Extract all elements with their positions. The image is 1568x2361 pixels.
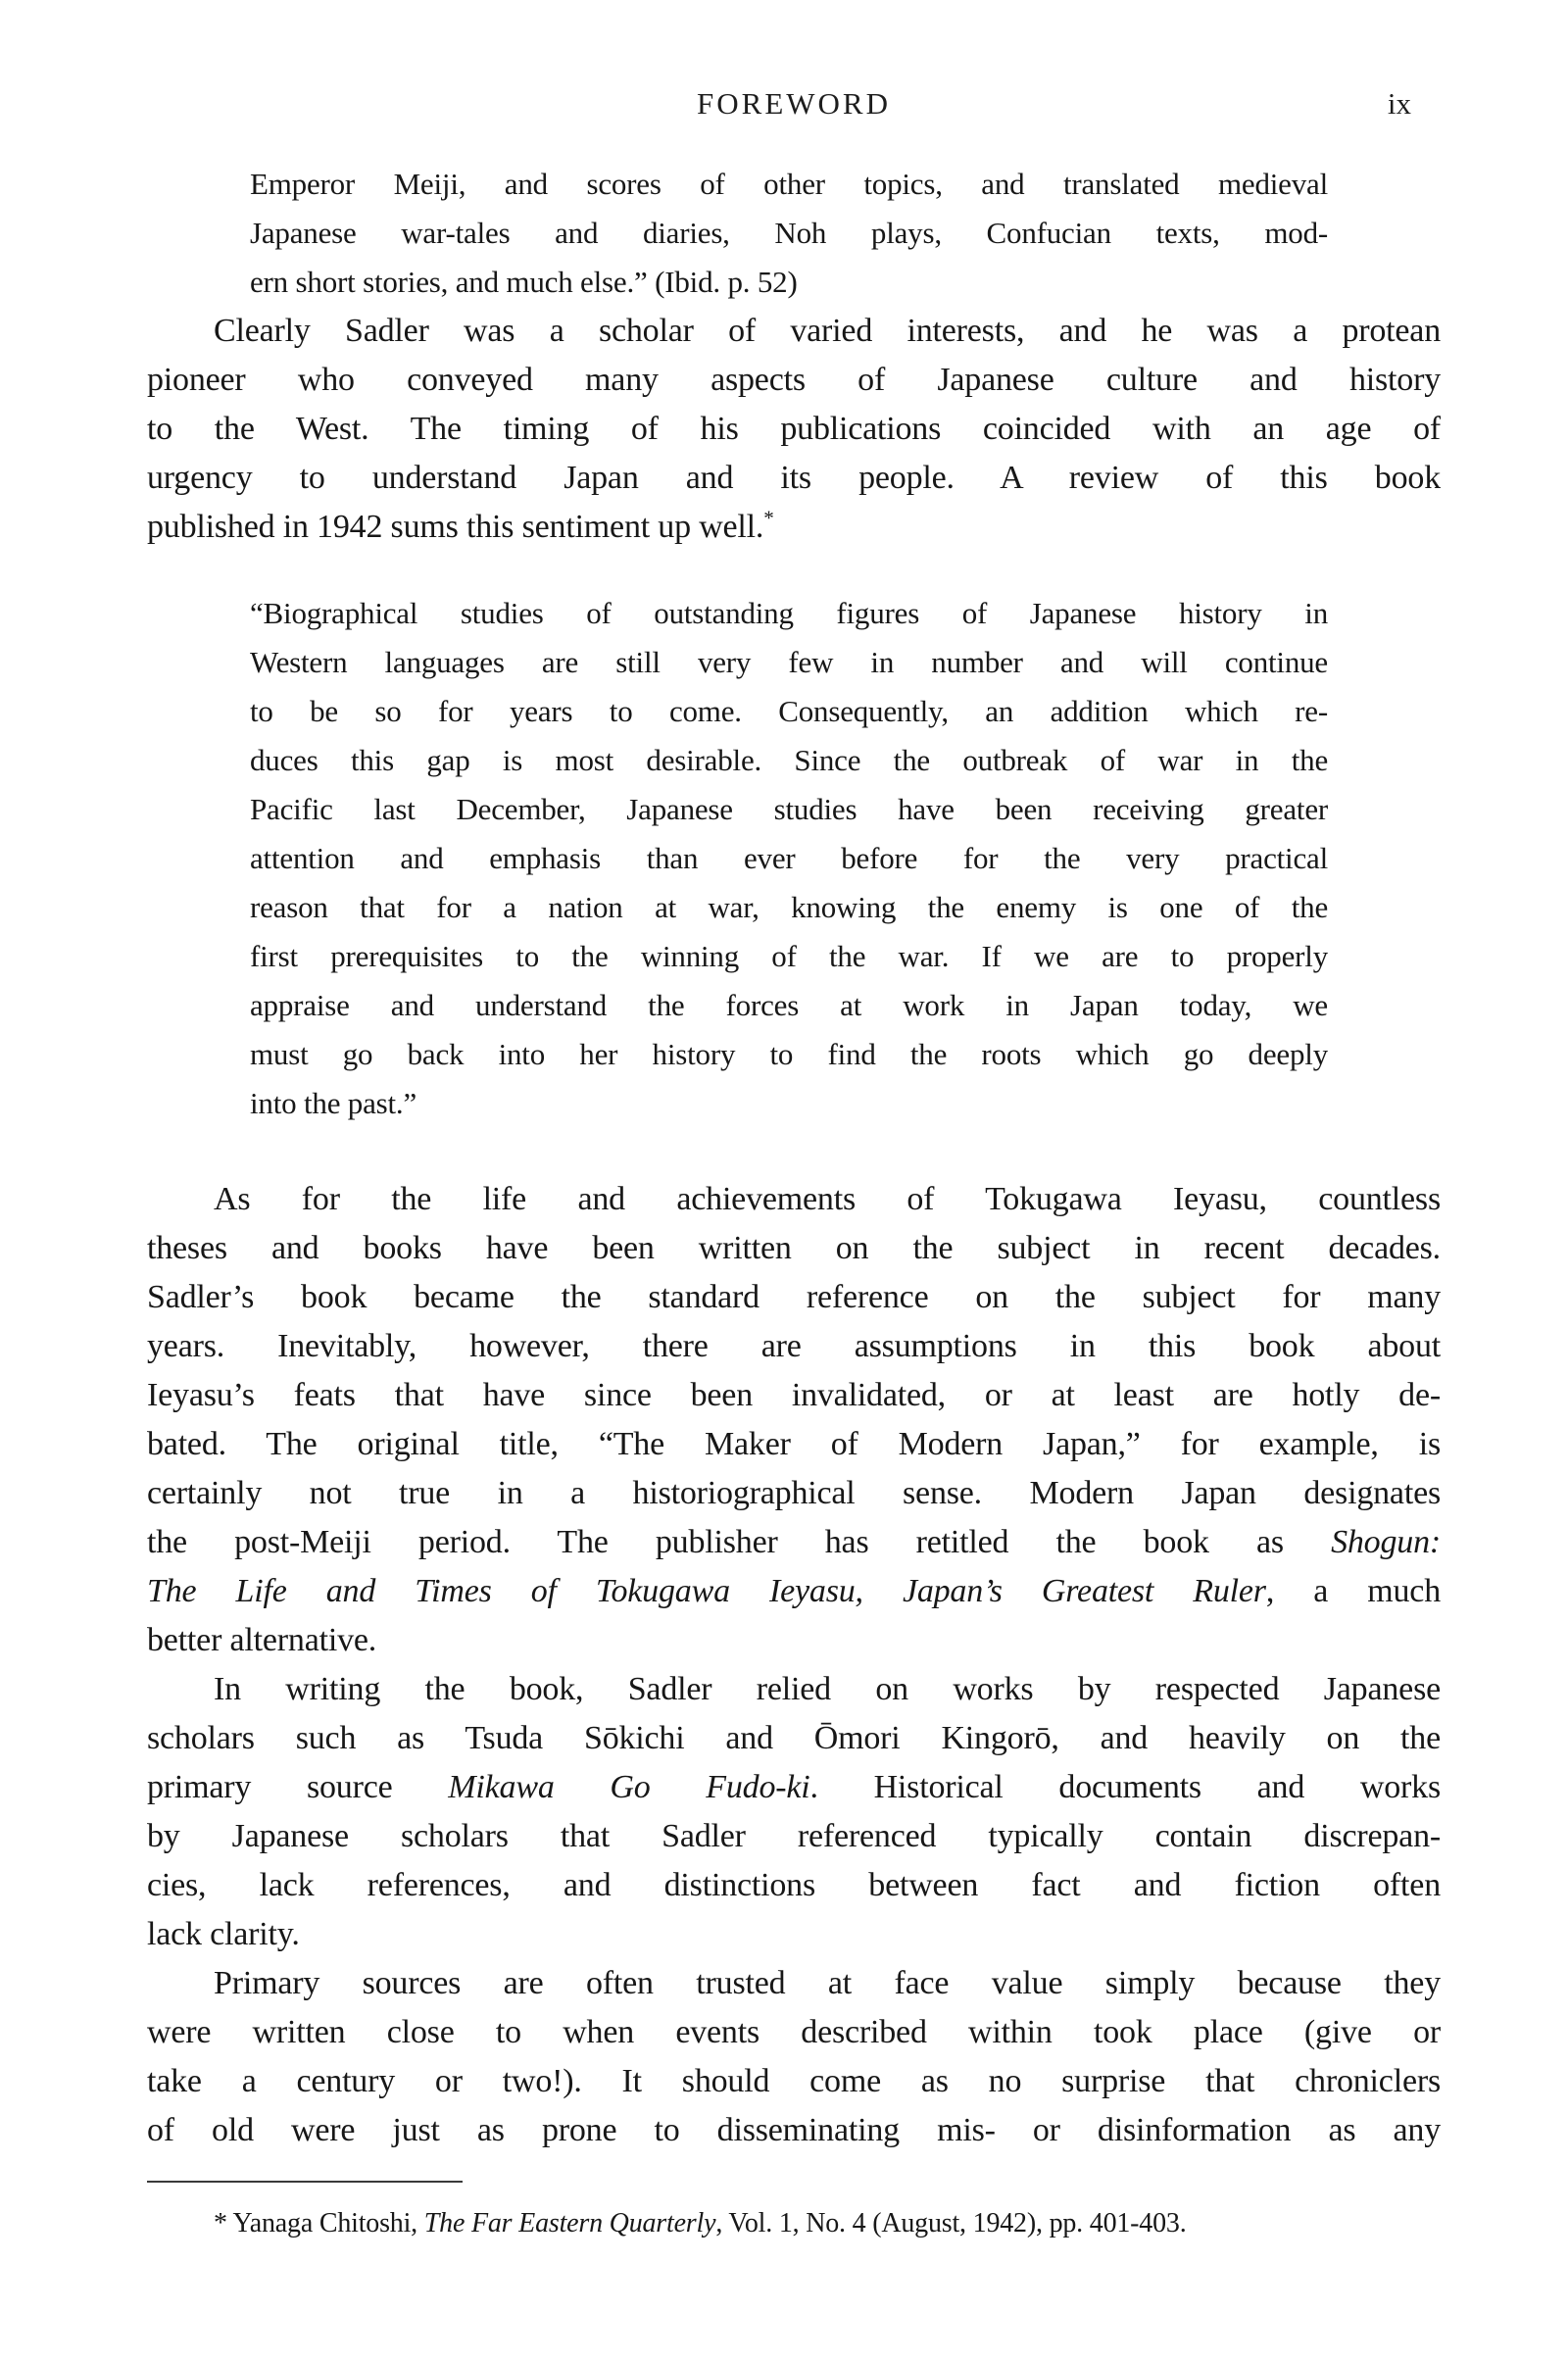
text-line — [147, 1322, 1441, 1371]
italic-text: The Far Eastern Quarterly — [423, 2208, 716, 2238]
review-quote — [147, 589, 1441, 1128]
text-segment: theses and books have been written on the subject in recent decades. — [147, 1230, 1441, 1266]
text-segment: reason that for a nation at war, knowing the enemy is one of the — [250, 890, 1328, 924]
text-line — [250, 736, 1328, 785]
text-line — [250, 589, 1328, 638]
text-line — [147, 1763, 1441, 1812]
paragraph-sadler-scholar — [147, 307, 1441, 552]
text-line — [147, 1518, 1441, 1567]
text-line — [250, 883, 1328, 932]
footnote — [147, 2202, 1441, 2245]
text-segment: Sadler’s book became the standard reference on the subject for many — [147, 1279, 1441, 1315]
text-segment: were written close to when events described within took place (give or — [147, 2014, 1441, 2050]
text-segment: by Japanese scholars that Sadler referenced typically contain discrepan- — [147, 1818, 1441, 1854]
text-line — [250, 932, 1328, 981]
text-line — [147, 307, 1441, 356]
text-segment: . Historical documents and works — [809, 1769, 1441, 1805]
text-segment: duces this gap is most desirable. Since the outbreak of war in the — [250, 743, 1328, 777]
text-line — [250, 981, 1328, 1030]
text-line — [147, 2008, 1441, 2057]
text-line — [147, 1959, 1441, 2008]
text-line — [250, 1030, 1328, 1079]
text-line — [147, 1616, 1441, 1665]
text-line — [147, 2202, 1441, 2245]
text-line — [147, 1371, 1441, 1420]
text-segment: of old were just as prone to disseminating mis- or disinformation as any — [147, 2112, 1441, 2148]
paragraph-primary-sources — [147, 1959, 1441, 2155]
footnote-marker: * — [763, 506, 774, 530]
text-segment: urgency to understand Japan and its people. A review of this book — [147, 460, 1441, 496]
text-segment: As for the life and achievements of Tokugawa Ieyasu, countless — [214, 1181, 1441, 1217]
text-segment: bated. The original title, “The Maker of Modern Japan,” for example, is — [147, 1426, 1441, 1462]
footnote-rule — [147, 2181, 463, 2183]
text-line — [147, 405, 1441, 454]
text-segment: pioneer who conveyed many aspects of Japanese culture and history — [147, 362, 1441, 398]
text-segment: , Vol. 1, No. 4 (August, 1942), pp. 401-403. — [715, 2208, 1187, 2238]
text-line — [250, 834, 1328, 883]
text-line — [250, 258, 1328, 307]
text-segment: Primary sources are often trusted at face value simply because they — [214, 1965, 1441, 2001]
text-segment: the post-Meiji period. The publisher has retitled the book as — [147, 1524, 1332, 1560]
text-line — [147, 1567, 1441, 1616]
text-segment: published in 1942 sums this sentiment up well. — [147, 509, 764, 545]
text-segment: , a much — [1265, 1573, 1441, 1609]
text-segment: cies, lack references, and distinctions between fact and fiction often — [147, 1867, 1441, 1903]
text-line — [147, 1273, 1441, 1322]
text-line — [147, 1469, 1441, 1518]
text-line — [147, 454, 1441, 503]
text-segment: ern short stories, and much else.” (Ibid. p. 52) — [250, 265, 798, 299]
text-line — [147, 2057, 1441, 2106]
text-segment: primary source — [147, 1769, 449, 1805]
text-line — [250, 1079, 1328, 1128]
text-segment: better alternative. — [147, 1622, 377, 1658]
text-segment: appraise and understand the forces at work in Japan today, we — [250, 988, 1328, 1022]
text-segment: take a century or two!). It should come as no surprise that chroniclers — [147, 2063, 1441, 2099]
text-segment: first prerequisites to the winning of the war. If we are to properly — [250, 939, 1328, 973]
italic-text: Mikawa Go Fudo-ki — [448, 1769, 810, 1805]
text-segment: attention and emphasis than ever before for the very practical — [250, 841, 1328, 875]
text-line — [147, 1812, 1441, 1861]
text-line — [250, 687, 1328, 736]
text-line — [147, 1420, 1441, 1469]
text-line — [147, 1224, 1441, 1273]
text-line — [147, 1714, 1441, 1763]
text-line — [250, 785, 1328, 834]
running-head-title: FOREWORD — [697, 86, 891, 121]
text-segment: lack clarity. — [147, 1916, 300, 1952]
italic-text: Shogun: — [1331, 1524, 1441, 1560]
text-segment: Pacific last December, Japanese studies have been receiving greater — [250, 792, 1328, 826]
text-segment: years. Inevitably, however, there are assumptions in this book about — [147, 1328, 1441, 1364]
text-line — [250, 160, 1328, 209]
text-line — [147, 1665, 1441, 1714]
text-segment: In writing the book, Sadler relied on works by respected Japanese — [214, 1671, 1441, 1707]
page-number: ix — [1387, 86, 1411, 121]
text-segment: Clearly Sadler was a scholar of varied interests, and he was a protean — [214, 313, 1441, 349]
text-line — [147, 356, 1441, 405]
text-segment: certainly not true in a historiographical sense. Modern Japan designates — [147, 1475, 1441, 1511]
text-segment: to the West. The timing of his publications coincided with an age of — [147, 411, 1441, 447]
text-segment: * Yanaga Chitoshi, — [214, 2208, 424, 2238]
text-segment: Ieyasu’s feats that have since been invalidated, or at least are hotly de- — [147, 1377, 1441, 1413]
text-line — [147, 1861, 1441, 1910]
italic-text: The Life and Times of Tokugawa Ieyasu, Japan’s Greatest Ruler — [147, 1573, 1266, 1609]
text-line — [147, 1175, 1441, 1224]
text-segment: scholars such as Tsuda Sōkichi and Ōmori Kingorō, and heavily on the — [147, 1720, 1441, 1756]
text-line — [147, 503, 1441, 552]
page-body — [147, 160, 1441, 2245]
text-line — [147, 2106, 1441, 2155]
text-segment: Western languages are still very few in number and will continue — [250, 645, 1328, 679]
text-segment: Japanese war-tales and diaries, Noh plays, Confucian texts, mod- — [250, 216, 1328, 250]
text-line — [147, 1910, 1441, 1959]
paragraph-sources-used — [147, 1665, 1441, 1959]
text-segment: “Biographical studies of outstanding figures of Japanese history in — [250, 596, 1328, 630]
opening-quote — [147, 160, 1441, 307]
text-line — [250, 638, 1328, 687]
text-segment: Emperor Meiji, and scores of other topics, and translated medieval — [250, 167, 1328, 201]
page-header — [147, 83, 1441, 124]
paragraph-ieyasu-achievements — [147, 1175, 1441, 1665]
text-line — [250, 209, 1328, 258]
text-segment: to be so for years to come. Consequently, an addition which re- — [250, 694, 1328, 728]
text-segment: into the past.” — [250, 1086, 417, 1120]
text-segment: must go back into her history to find the roots which go deeply — [250, 1037, 1328, 1071]
